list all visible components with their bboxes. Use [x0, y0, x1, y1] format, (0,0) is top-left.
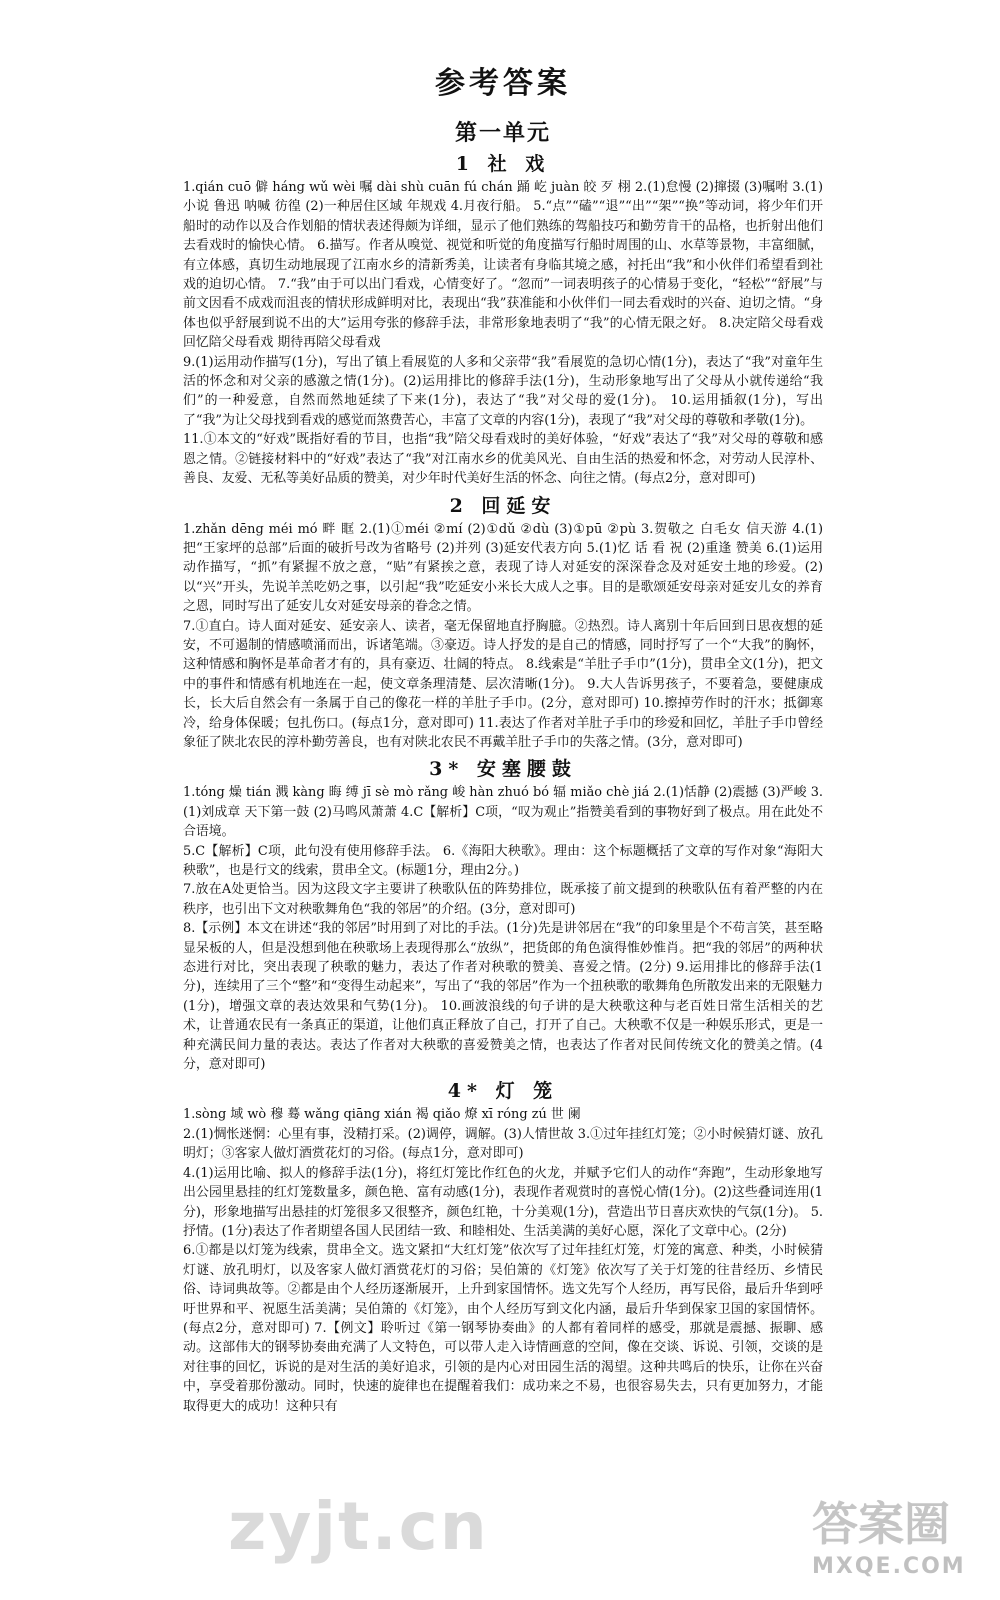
answer-paragraph: 1.tóng 燥 tián 溅 kàng 晦 缚 jī sè mò rǎng 峻 hàn zhuó bó 辐 miǎo chè jiá 2.(1)恬静 (2)震撼 (3)严峻 3.(1)刘成章 天下第一鼓 (2)马鸣风萧萧 4.C【解析】C项，“叹为观止”指赞美看到的事物好到了极点。用在此处不合语境。 — [183, 785, 823, 840]
answer-paragraph: 9.(1)运用动作描写(1分)，写出了镇上看展览的人多和父亲带“我”看展览的急切心情(1分)，表达了“我”对童年生活的怀念和对父亲的感激之情(1分)。(2)运用排比的修辞手法(1分)，生动形象地写出了父母从小就传递给“我们”的一种爱意，自然而然地延续了下来(1分)，表达了“我”对父母的爱(1分)。 10.运用插叙(1分)，写出了“我”为让父母找到看戏的感觉而煞费苦心，丰富了文章的内容(1分)，表现了“我”对父母的尊敬和孝敬(1分)。 — [183, 354, 823, 428]
answer-paragraph: 11.①本文的“好戏”既指好看的节目，也指“我”陪父母看戏时的美好体验，“好戏”表达了“我”对父母的尊敬和感恩之情。②链接材料中的“好戏”表达了“我”对江南水乡的优美风光、自由生活的热爱和怀念，对劳动人民淳朴、善良、友爱、无私等美好品质的赞美，对少年时代美好生活的怀念、向往之情。(每点2分，意对即可) — [183, 432, 823, 487]
lesson-title: 1 社 戏 — [455, 153, 551, 175]
answer-paragraph: 1.qián cuō 僻 háng wǔ wèi 嘱 dài shù cuān fú chán 踊 屹 juàn 皎 歹 栩 2.(1)怠慢 (2)撺掇 (3)嘱咐 3.(1)小说 鲁迅 呐喊 彷徨 (2)一种居住区域 年规戏 4.月夜行船。 5.“点”“磕”“退”“出”“架”“换”等动词，将少年们开船时的动作以及合作划船的情状表述得颇为详细，显示了他们熟练的驾船技巧和勤劳肯干的品格，也折射出他们去看戏时的愉快心情。 6.描写。作者从嗅觉、视觉和听觉的角度描写行船时周围的山、水草等景物，丰富细腻，有立体感，真切生动地展现了江南水乡的清新秀美，让读者有身临其境之感，衬托出“我”和小伙伴们希望看到社戏的迫切心情。 7.“我”由于可以出门看戏，心情变好了。“忽而”一词表明孩子的心情易于变化，“轻松”“舒展”与前文因看不成戏而沮丧的情状形成鲜明对比，表现出“我”获准能和小伙伴们一同去看戏时的兴奋、迫切之情。“身体也似乎舒展到说不出的大”运用夸张的修辞手法，非常形象地表明了“我”的心情无限之好。 8.决定陪父母看戏 回忆陪父母看戏 期待再陪父母看戏 — [183, 180, 823, 351]
answer-paragraph: 7.放在A处更恰当。因为这段文字主要讲了秧歌队伍的阵势排位，既承接了前文提到的秧歌队伍有着严整的内在秩序，也引出下文对秧歌舞角色“我的邻居”的介绍。(3分，意对即可) — [183, 882, 823, 917]
answer-paragraph: 7.①直白。诗人面对延安、延安亲人、读者，毫无保留地直抒胸臆。②热烈。诗人离别十年后回到日思夜想的延安，不可遏制的情感喷涌而出，诉诸笔端。③豪迈。诗人抒发的是自己的情感，同时抒写了一个“大我”的胸怀，这种情感和胸怀是革命者才有的，具有豪迈、壮阔的特点。 8.线索是“羊肚子手巾”(1分)，贯串全文(1分)，把文中的事件和情感有机地连在一起，使文章条理清楚、层次清晰(1分)。 9.大人告诉男孩子，不要着急，要健康成长，长大后自然会有一条属于自己的像花一样的羊肚子手巾。(2分，意对即可) 10.擦掉劳作时的汗水；抵御寒冷，给身体保暖；包扎伤口。(每点1分，意对即可) 11.表达了作者对羊肚子手巾的珍爱和回忆，羊肚子手巾曾经象征了陕北农民的淳朴勤劳善良，也有对陕北农民不再戴羊肚子手巾的失落之情。(3分，意对即可) — [183, 618, 823, 750]
lesson-1 — [183, 149, 823, 489]
lesson-title: 4* 灯 笼 — [447, 1080, 559, 1103]
unit-title: 第一单元 — [454, 120, 551, 146]
lesson-title: 2 回延安 — [449, 494, 557, 517]
answer-page — [183, 58, 823, 1416]
lesson-4 — [183, 1076, 823, 1416]
badge-domain-text: MXQE.COM — [812, 1554, 966, 1579]
lesson-title: 3* 安塞腰鼓 — [429, 758, 577, 781]
answer-paragraph: 8.【示例】本文在讲述“我的邻居”时用到了对比的手法。(1分)先是讲邻居在“我”的印象里是个不苟言笑，甚至略显呆板的人，但是没想到他在秧歌场上表现得那么“放纵”，把货郎的角色演得惟妙惟肖。把“我的邻居”的两种状态进行对比，突出表现了秧歌的魅力，表达了作者对秧歌的赞美、喜爱之情。(2分) 9.运用排比的修辞手法(1分)，连续用了三个“整”和“变得生动起来”，写出了“我的邻居”作为一个扭秧歌的歌舞角色所散发出来的无限魅力(1分)，增强文章的表达效果和气势(1分)。 10.画波浪线的句子讲的是大秧歌这种与老百姓日常生活相关的艺术，让普通农民有一条真正的渠道，让他们真正释放了自己，打开了自己。大秧歌不仅是一种娱乐形式，更是一种充满民间力量的表达。表达了作者对大秧歌的喜爱赞美之情，也表达了作者对民间传统文化的赞美之情。(4分，意对即可) — [183, 921, 823, 1073]
answer-paragraph: 1.zhǎn dēng méi mó 畔 眶 2.(1)①méi ②mí (2)①dǔ ②dù (3)①pū ②pù 3.贺敬之 白毛女 信天游 4.(1)把“王家坪的总部”后面的破折号改为省略号 (2)并列 (3)延安代表方向 5.(1)忆 话 看 祝 (2)重逢 赞美 6.(1)运用动作描写，“抓”有紧握不放之意，“贴”有紧挨之意，表现了诗人对延安的深深眷念及对延安土地的珍爱。(2)以“兴”开头，先说羊羔吃奶之事，以引起“我”吃延安小米长大成人之事。目的是歌颂延安母亲对延安儿女的养育之恩，同时写出了延安儿女对延安母亲的眷念之情。 — [183, 521, 823, 615]
answer-paragraph: 5.C【解析】C项，此句没有使用修辞手法。 6.《海阳大秧歌》。理由：这个标题概括了文章的写作对象“海阳大秧歌”，也是行文的线索，贯串全文。(标题1分，理由2分。) — [183, 843, 823, 878]
badge-logo-text: 答案圈 — [812, 1497, 950, 1551]
corner-watermark-badge — [812, 1488, 972, 1588]
answer-paragraph: 4.(1)运用比喻、拟人的修辞手法(1分)，将红灯笼比作红色的火龙，并赋予它们人的动作“奔跑”，生动形象地写出公园里悬挂的红灯笼数量多，颜色艳、富有动感(1分)，表现作者观赏时的喜悦心情(1分)。(2)这些叠词连用(1分)，形象地描写出悬挂的灯笼很多又很整齐，颜色红艳，十分美观(1分)，营造出节日喜庆欢快的气氛(1分)。 5.抒情。(1分)表达了作者期望各国人民团结一致、和睦相处、生活美满的美好心愿，深化了文章中心。(2分) — [183, 1165, 823, 1239]
answer-paragraph: 2.(1)惆怅迷惘：心里有事，没精打采。(2)调停，调解。(3)人情世故 3.①过年挂红灯笼；②小时候猜灯谜、放孔明灯；③客家人做灯酒赏花灯的习俗。(每点1分，意对即可) — [183, 1126, 823, 1162]
answer-paragraph: 1.sòng 域 wò 穆 蓦 wǎng qiāng xián 褐 qiǎo 燎 xī róng zú 世 阑 — [183, 1107, 581, 1123]
site-watermark: zyjt.cn — [228, 1488, 489, 1565]
answer-paragraph: 6.①都是以灯笼为线索，贯串全文。选文紧扣“大红灯笼”依次写了过年挂红灯笼，灯笼的寓意、种类，小时候猜灯谜、放孔明灯，以及客家人做灯酒赏花灯的习俗；吴伯箫的《灯笼》依次写了关于灯笼的往昔经历、乡情民俗、诗词典故等。②都是由个人经历逐渐展开，上升到家国情怀。选文先写个人经历，再写民俗，最后升华到呼吁世界和平、祝愿生活美满；吴伯箫的《灯笼》，由个人经历写到文化内涵，最后升华到保家卫国的家国情怀。(每点2分，意对即可) 7.【例文】聆听过《第一钢琴协奏曲》的人都有着同样的感受，那就是震撼、振聊、感动。这部伟大的钢琴协奏曲充满了人文特色，可以带人走入诗情画意的空间，像在交谈、诉说、引领，交谈的是对往事的回忆，诉说的是对生活的美好追求，引领的是内心对田园生活的渴望。这种共鸣后的快乐，让你在兴奋中，享受着那份激动。同时，快速的旋律也在提醒着我们：成功来之不易，也很容易失去，只有更加努力，才能取得更大的成功！这种只有 — [183, 1243, 823, 1414]
lesson-2 — [183, 491, 823, 753]
page-title: 参考答案 — [435, 66, 571, 101]
lesson-3 — [183, 754, 823, 1074]
